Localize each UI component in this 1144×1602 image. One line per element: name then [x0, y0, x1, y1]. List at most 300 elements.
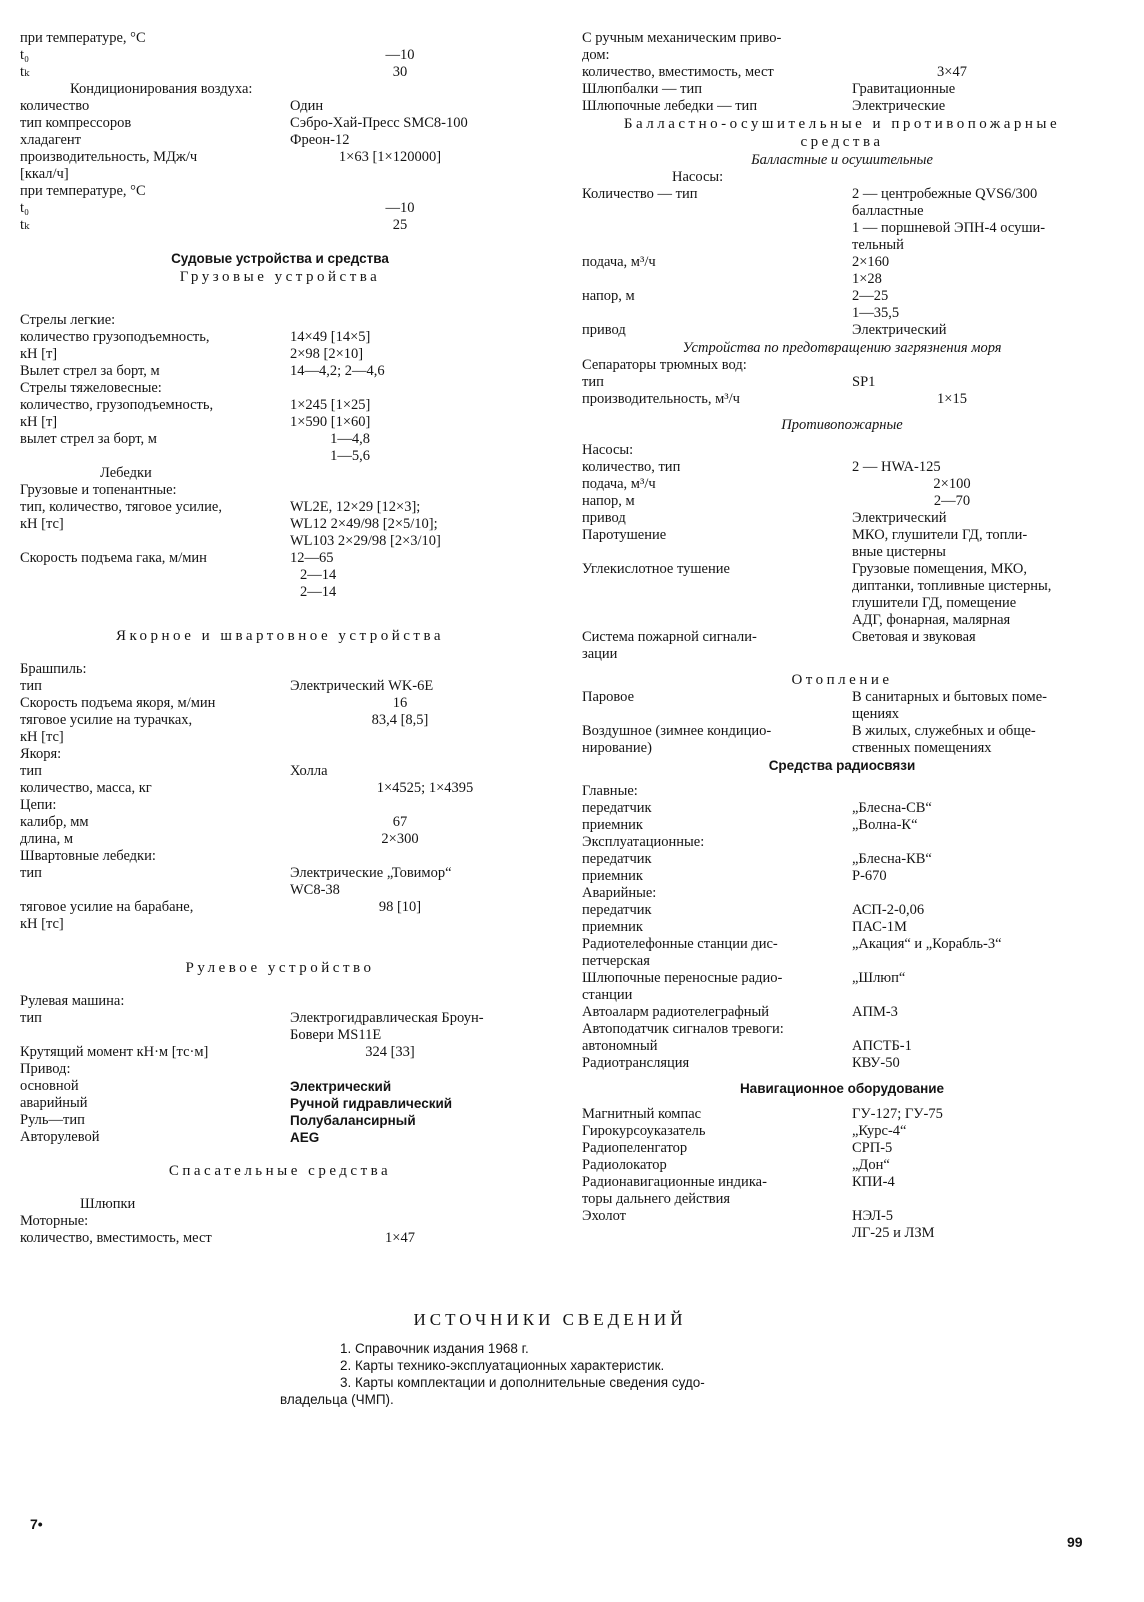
spec-value: 12—65 — [290, 550, 334, 566]
spec-value: 1×47 — [385, 1230, 415, 1246]
spec-label: тип, количество, тяговое усилие, — [20, 499, 222, 515]
source-item: 2. Карты технико-эксплуатационных характеристик. — [340, 1358, 665, 1373]
section-heading: Отопление — [791, 672, 893, 688]
spec-value: Холла — [290, 763, 328, 779]
spec-label: Скорость подъема якоря, м/мин — [20, 695, 216, 711]
spec-row — [582, 689, 1102, 706]
spec-row — [20, 465, 540, 482]
spec-value: балластные — [852, 203, 924, 219]
spec-row — [20, 763, 540, 780]
spec-label: при температуре, °C — [20, 183, 146, 199]
spec-row — [582, 305, 1102, 322]
spec-row — [20, 64, 540, 81]
spec-label: длина, м — [20, 831, 73, 847]
spec-label: Главные: — [582, 783, 638, 799]
spec-label: основной — [20, 1078, 79, 1094]
spec-value: WL2E, 12×29 [12×3]; — [290, 499, 421, 515]
spec-label: привод — [582, 322, 626, 338]
spec-row — [20, 1230, 540, 1247]
spec-row — [20, 329, 540, 346]
spec-row — [582, 1055, 1102, 1072]
spec-value: Электрический WK-6E — [290, 678, 434, 694]
spec-label: Сепараторы трюмных вод: — [582, 357, 747, 373]
spec-label: тяговое усилие на турачках, — [20, 712, 193, 728]
spacer — [20, 1146, 540, 1162]
spec-row — [582, 919, 1102, 936]
spec-label: Шлюпочные лебедки — тип — [582, 98, 758, 114]
spec-row — [20, 1078, 540, 1095]
spec-value: Фреон-12 — [290, 132, 350, 148]
spec-value: 1×28 — [852, 271, 882, 287]
spacer — [20, 1180, 540, 1196]
spec-value: Электрические „Товимор“ — [290, 865, 452, 881]
section-heading: Спасательные средства — [168, 1163, 392, 1179]
spec-label: Кондиционирования воздуха: — [70, 81, 253, 97]
spec-row — [582, 1123, 1102, 1140]
spec-row — [582, 1021, 1102, 1038]
spec-value: SP1 — [852, 374, 876, 390]
spec-label: Стрелы тяжеловесные: — [20, 380, 162, 396]
spec-row — [20, 1129, 540, 1146]
spec-row — [20, 695, 540, 712]
spec-row — [582, 544, 1102, 561]
spec-value: Электрический — [852, 510, 947, 526]
spec-value: Полубалансирный — [290, 1113, 416, 1128]
spec-value: 324 [33] — [365, 1044, 415, 1060]
spec-value: 1—4,8 — [330, 431, 370, 447]
spec-label: приемник — [582, 817, 643, 833]
spec-row — [20, 1061, 540, 1078]
spec-value: WL103 2×29/98 [2×3/10] — [290, 533, 441, 549]
spec-row — [582, 1106, 1102, 1123]
sources-title: ИСТОЧНИКИ СВЕДЕНИЙ — [413, 1310, 687, 1329]
spec-value: 1 — поршневой ЭПН-4 осуши- — [852, 220, 1046, 236]
spec-value: 25 — [392, 217, 408, 233]
spec-row — [20, 448, 540, 465]
spec-row — [582, 936, 1102, 953]
spec-value: Грузовые помещения, МКО, — [852, 561, 1028, 577]
spec-row — [20, 132, 540, 149]
spec-row — [582, 561, 1102, 578]
spec-value: 14×49 [14×5] — [290, 329, 371, 345]
spec-value: АПСТБ-1 — [852, 1038, 912, 1054]
spec-row — [582, 476, 1102, 493]
spec-value: 30 — [392, 64, 408, 80]
spec-value: „Шлюп“ — [852, 970, 906, 986]
source-item: 3. Карты комплектации и дополнительные сведения судо- — [340, 1375, 705, 1390]
spec-value: Электрический — [852, 322, 947, 338]
spec-value: 2—14 — [300, 567, 337, 583]
spec-value: Один — [290, 98, 324, 114]
spec-row — [582, 493, 1102, 510]
spec-label: Шлюпки — [80, 1196, 136, 1212]
spacer — [20, 601, 540, 627]
spec-row — [20, 814, 540, 831]
spec-label: Скорость подъема гака, м/мин — [20, 550, 207, 566]
spec-row — [20, 30, 540, 47]
spec-label: Лебедки — [100, 465, 152, 481]
spec-row — [582, 510, 1102, 527]
spec-value: вные цистерны — [852, 544, 946, 560]
spec-row — [20, 797, 540, 814]
spec-row — [582, 834, 1102, 851]
spec-row — [582, 30, 1102, 47]
spec-label: Гирокурсоуказатель — [582, 1123, 706, 1139]
spec-value: АДГ, фонарная, малярная — [852, 612, 1011, 628]
spec-label: Система пожарной сигнали- — [582, 629, 757, 645]
spec-row — [20, 550, 540, 567]
spec-value: ПАС-1М — [852, 919, 907, 935]
spec-value: МКО, глушители ГД, топли- — [852, 527, 1028, 543]
section-heading: Устройства по предотвращению загрязнения моря — [682, 340, 1002, 356]
spec-label: передатчик — [582, 902, 652, 918]
spec-row — [20, 200, 540, 217]
spec-row — [20, 916, 540, 933]
spec-label: Радиотелефонные станции дис- — [582, 936, 778, 952]
spec-row — [20, 584, 540, 601]
spec-row — [582, 271, 1102, 288]
signature-mark: 7• — [30, 1516, 43, 1532]
spec-value: 67 — [392, 814, 408, 830]
spec-row — [582, 459, 1102, 476]
spec-row — [582, 817, 1102, 834]
section-heading: Балластные и осушительные — [751, 152, 933, 168]
spec-value: —10 — [385, 200, 415, 216]
spec-label: Автоаларм радиотелеграфный — [582, 1004, 770, 1020]
spec-value: WC8-38 — [290, 882, 340, 898]
spec-label: зации — [582, 646, 618, 662]
spec-value: Сэбро-Хай-Пресс SMC8-100 — [290, 115, 468, 131]
spec-value: 2×300 — [381, 831, 419, 847]
spec-row — [20, 567, 540, 584]
spec-label: калибр, мм — [20, 814, 89, 830]
spec-label: Радиотрансляция — [582, 1055, 690, 1071]
spec-label: тип — [20, 763, 42, 779]
spec-value: 2×98 [2×10] — [290, 346, 364, 362]
spec-label: производительность, МДж/ч — [20, 149, 198, 165]
spec-row — [582, 800, 1102, 817]
spec-value: AEG — [290, 1130, 320, 1145]
spec-row — [582, 186, 1102, 203]
spec-value: АПМ-3 — [852, 1004, 898, 1020]
spec-value: Ручной гидравлический — [290, 1096, 453, 1111]
spec-row — [582, 987, 1102, 1004]
spec-label: нирование) — [582, 740, 652, 756]
spec-label: Насосы: — [672, 169, 724, 185]
spec-row — [20, 115, 540, 132]
spec-label: подача, м³/ч — [582, 254, 656, 270]
source-item: владельца (ЧМП). — [280, 1392, 394, 1407]
spec-row — [20, 1044, 540, 1061]
spacer — [20, 645, 540, 661]
spec-value: 1—5,6 — [330, 448, 370, 464]
right-column — [582, 30, 1102, 1242]
spec-row — [582, 868, 1102, 885]
spec-label: Насосы: — [582, 442, 634, 458]
spec-label: Паровое — [582, 689, 635, 705]
spec-row — [582, 81, 1102, 98]
spec-label: Автоподатчик сигналов тревоги: — [582, 1021, 784, 1037]
spec-value: Электрический — [290, 1079, 392, 1094]
spec-row — [20, 661, 540, 678]
spec-label: Рулевая машина: — [20, 993, 125, 1009]
spec-label: кН [тс] — [20, 916, 64, 932]
spec-label: С ручным механическим приво- — [582, 30, 782, 46]
spec-value: ЛГ-25 и ЛЗМ — [852, 1225, 935, 1241]
spec-label: Эксплуатационные: — [582, 834, 705, 850]
spec-label: Грузовые и топенантные: — [20, 482, 177, 498]
spec-value: —10 — [385, 47, 415, 63]
spec-value: щениях — [852, 706, 900, 722]
spec-row — [582, 612, 1102, 629]
spec-value: СРП-5 — [852, 1140, 893, 1156]
section-heading: Навигационное оборудование — [739, 1081, 945, 1096]
spec-row — [582, 578, 1102, 595]
spec-row — [20, 533, 540, 550]
spec-row — [582, 783, 1102, 800]
spec-label: Руль—тип — [20, 1112, 85, 1128]
spec-value: ственных помещениях — [852, 740, 992, 756]
spec-label: напор, м — [582, 288, 635, 304]
spec-label: количество, масса, кг — [20, 780, 152, 796]
spec-label: Радиопеленгатор — [582, 1140, 688, 1156]
spec-label: количество, вместимость, мест — [582, 64, 774, 80]
spec-value: В жилых, служебных и обще- — [852, 723, 1036, 739]
spec-value: 2—70 — [933, 493, 971, 509]
spec-label: производительность, м³/ч — [582, 391, 740, 407]
spec-row — [582, 706, 1102, 723]
spec-value: тельный — [852, 237, 904, 253]
section-heading: средства — [800, 134, 884, 150]
spec-row — [582, 64, 1102, 81]
section-heading: Рулевое устройство — [185, 960, 375, 976]
section-heading: Судовые устройства и средства — [171, 251, 389, 266]
spec-value: 2×160 — [852, 254, 890, 270]
spec-value: 2—14 — [300, 584, 337, 600]
spec-label: торы дальнего действия — [582, 1191, 731, 1207]
spec-label: tₖ — [20, 64, 30, 80]
spec-label: Эхолот — [582, 1208, 626, 1224]
spec-label: Аварийные: — [582, 885, 657, 901]
spec-row — [20, 397, 540, 414]
spec-row — [20, 882, 540, 899]
spec-row — [582, 885, 1102, 902]
spec-label: Брашпиль: — [20, 661, 87, 677]
spec-row — [582, 527, 1102, 544]
spec-label: количество, тип — [582, 459, 681, 475]
spec-value: 1×15 — [937, 391, 967, 407]
spec-label: Стрелы легкие: — [20, 312, 116, 328]
spec-label: станции — [582, 987, 633, 1003]
spec-value: КВУ-50 — [852, 1055, 900, 1071]
spec-label: тип — [20, 865, 42, 881]
section-heading: Грузовые устройства — [179, 269, 381, 285]
spec-label: хладагент — [20, 132, 82, 148]
spec-value: „Блесна-СВ“ — [852, 800, 932, 816]
spec-value: 83,4 [8,5] — [371, 712, 429, 728]
spec-label: Вылет стрел за борт, м — [20, 363, 160, 379]
spec-row — [20, 993, 540, 1010]
spec-value: Гравитационные — [852, 81, 956, 97]
spec-value: 1×4525; 1×4395 — [376, 780, 474, 796]
spec-row — [20, 1112, 540, 1129]
spec-label: tₖ — [20, 217, 30, 233]
spec-label: кН [тс] — [20, 516, 64, 532]
spec-row — [582, 740, 1102, 757]
spec-label: Привод: — [20, 1061, 71, 1077]
spec-label: количество грузоподъемность, — [20, 329, 210, 345]
spec-label: тип — [20, 678, 42, 694]
spec-value: „Акация“ и „Корабль-3“ — [852, 936, 1002, 952]
spacer — [20, 286, 540, 312]
spec-row — [582, 98, 1102, 115]
spec-row — [582, 220, 1102, 237]
spec-row — [582, 953, 1102, 970]
spec-row — [20, 729, 540, 746]
spec-row — [582, 1208, 1102, 1225]
spec-row — [582, 391, 1102, 408]
spec-value: Световая и звуковая — [852, 629, 976, 645]
spec-label: Радиолокатор — [582, 1157, 667, 1173]
spec-value: 1×245 [1×25] — [290, 397, 371, 413]
spec-row — [582, 357, 1102, 374]
spec-row — [582, 169, 1102, 186]
spec-label: Паротушение — [582, 527, 667, 543]
spacer — [582, 663, 1102, 671]
spec-row — [20, 166, 540, 183]
spec-value: 2 — центробежные QVS6/300 — [852, 186, 1038, 202]
spec-label: подача, м³/ч — [582, 476, 656, 492]
spec-label: кН [т] — [20, 346, 58, 362]
spec-label: Цепи: — [20, 797, 57, 813]
spec-row — [20, 363, 540, 380]
spec-value: ГУ-127; ГУ-75 — [852, 1106, 943, 1122]
spec-label: Крутящий момент кН·м [тс·м] — [20, 1044, 209, 1060]
section-heading: Балластно-осушительные и противопожарные — [623, 116, 1061, 132]
left-column — [20, 30, 540, 1247]
spacer — [20, 234, 540, 250]
spec-row — [20, 149, 540, 166]
spec-label: [ккал/ч] — [20, 166, 69, 182]
spec-label: приемник — [582, 919, 643, 935]
spec-label: Якоря: — [20, 746, 62, 762]
spec-row — [582, 1157, 1102, 1174]
spec-row — [20, 678, 540, 695]
spec-label: количество, грузоподъемность, — [20, 397, 214, 413]
spec-value: 14—4,2; 2—4,6 — [290, 363, 385, 379]
spec-value: 16 — [392, 695, 408, 711]
spec-label: Воздушное (зимнее кондицио- — [582, 723, 772, 739]
spec-label: t₀ — [20, 200, 30, 216]
spec-label: автономный — [582, 1038, 658, 1054]
spec-value: Р-670 — [852, 868, 887, 884]
spec-label: дом: — [582, 47, 610, 63]
spec-row — [20, 499, 540, 516]
spec-row — [20, 81, 540, 98]
section-heading: Средства радиосвязи — [768, 758, 916, 773]
spec-row — [20, 431, 540, 448]
spec-label: Углекислотное тушение — [582, 561, 730, 577]
spec-label: тип — [582, 374, 604, 390]
spec-label: вылет стрел за борт, м — [20, 431, 157, 447]
spacer — [582, 434, 1102, 442]
spec-row — [20, 1095, 540, 1112]
spacer — [20, 977, 540, 993]
spec-row — [20, 1010, 540, 1027]
spec-value: 3×47 — [937, 64, 967, 80]
spec-row — [20, 746, 540, 763]
spec-row — [582, 237, 1102, 254]
spec-label: Шлюпбалки — тип — [582, 81, 703, 97]
spec-label: Шлюпочные переносные радио- — [582, 970, 783, 986]
spec-row — [582, 322, 1102, 339]
spacer — [582, 1072, 1102, 1080]
spec-value: 98 [10] — [378, 899, 422, 915]
spec-label: передатчик — [582, 800, 652, 816]
spec-row — [20, 899, 540, 916]
spec-row — [582, 203, 1102, 220]
spec-row — [582, 442, 1102, 459]
spec-row — [582, 851, 1102, 868]
spec-label: t₀ — [20, 47, 30, 63]
spec-row — [20, 712, 540, 729]
spec-row — [582, 1174, 1102, 1191]
spec-label: при температуре, °C — [20, 30, 146, 46]
spec-row — [20, 346, 540, 363]
spec-value: В санитарных и бытовых поме- — [852, 689, 1047, 705]
spec-row — [582, 1140, 1102, 1157]
spec-value: „Блесна-КВ“ — [852, 851, 932, 867]
spec-row — [20, 98, 540, 115]
spec-label: тяговое усилие на барабане, — [20, 899, 194, 915]
spec-row — [582, 47, 1102, 64]
spec-label: Авторулевой — [20, 1129, 100, 1145]
spec-row — [20, 482, 540, 499]
spacer — [582, 1098, 1102, 1106]
spec-label: Радионавигационные индика- — [582, 1174, 767, 1190]
spec-value: 1×590 [1×60] — [290, 414, 371, 430]
spec-label: напор, м — [582, 493, 635, 509]
sources-list — [280, 1340, 820, 1408]
spec-value: 2—25 — [852, 288, 889, 304]
spec-label: петчерская — [582, 953, 650, 969]
spec-value: 2 — HWA-125 — [852, 459, 941, 475]
spec-label: кН [тс] — [20, 729, 64, 745]
spec-value: диптанки, топливные цистерны, — [852, 578, 1052, 594]
spec-row — [20, 312, 540, 329]
spec-row — [582, 1191, 1102, 1208]
section-heading: Противопожарные — [781, 417, 903, 433]
spec-row — [20, 183, 540, 200]
spec-label: тип — [20, 1010, 42, 1026]
spec-row — [582, 629, 1102, 646]
spec-row — [582, 970, 1102, 987]
spec-row — [582, 646, 1102, 663]
spec-label: Количество — тип — [582, 186, 698, 202]
spec-value: 1×63 [1×120000] — [338, 149, 442, 165]
spec-label: количество, вместимость, мест — [20, 1230, 212, 1246]
spec-row — [582, 374, 1102, 391]
spec-row — [582, 1038, 1102, 1055]
spec-value: WL12 2×49/98 [2×5/10]; — [290, 516, 438, 532]
spec-row — [20, 217, 540, 234]
spacer — [582, 408, 1102, 416]
spec-row — [582, 723, 1102, 740]
spec-row — [20, 848, 540, 865]
spec-value: КПИ-4 — [852, 1174, 895, 1190]
spacer — [582, 775, 1102, 783]
spec-row — [582, 1225, 1102, 1242]
